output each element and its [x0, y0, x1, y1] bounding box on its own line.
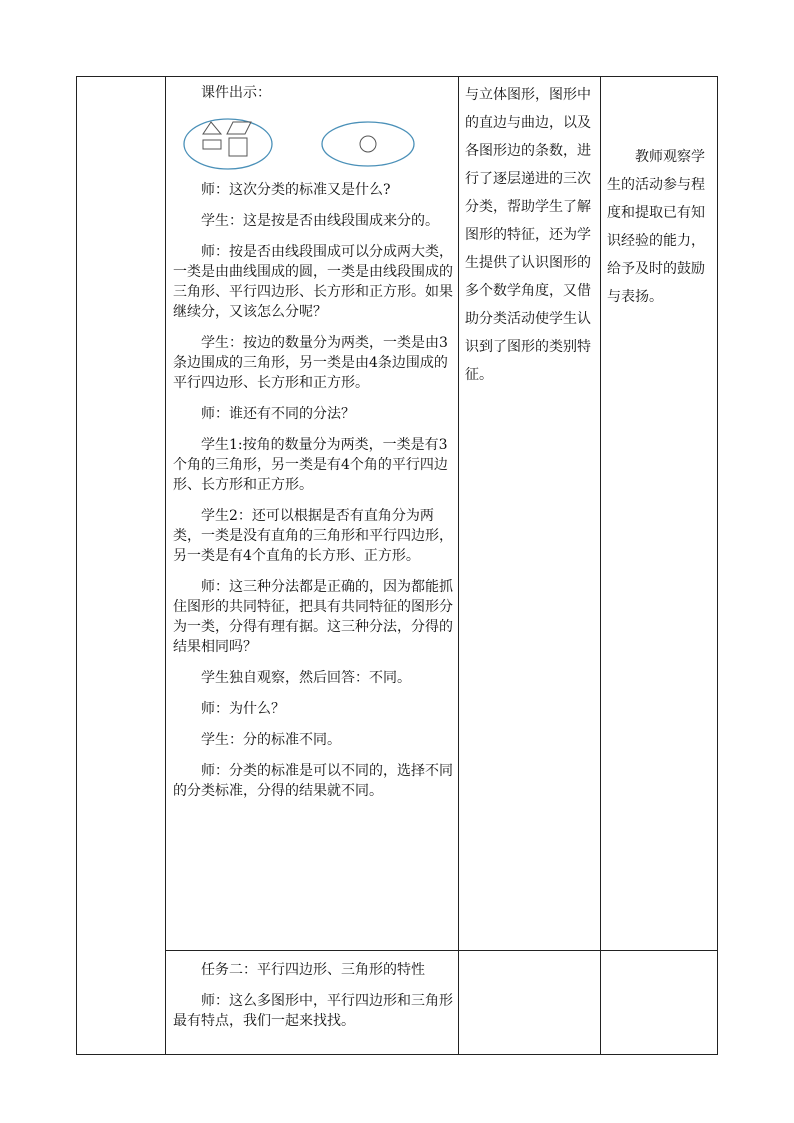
dialogue-line: 师：为什么？	[201, 701, 285, 717]
dialogue-line: 师：分类的标准是可以不同的，选择不同的分类标准，分得的结果就不同。	[173, 763, 453, 799]
column-divider-3	[600, 77, 601, 1054]
dialogue-line: 学生独自观察，然后回答：不同。	[201, 670, 411, 686]
curved-shapes-ellipse	[322, 122, 414, 166]
dialogue-line: 学生：这是按是否由线段围成来分的。	[201, 213, 439, 229]
circle-shape	[360, 136, 376, 152]
dialogue-line: 师：这么多图形中，平行四边形和三角形最有特点，我们一起来找找。	[173, 993, 453, 1029]
parallelogram-shape	[227, 122, 251, 134]
dialogue-line: 学生2：还可以根据是否有直角分为两类，一类是没有直角的三角形和平行四边形，另一类是有4个直角的长方形、正方形。	[173, 508, 453, 564]
lesson-table	[76, 76, 718, 1055]
dialogue-line: 师：这三种分法都是正确的，因为都能抓住图形的共同特征，把具有共同特征的图形分为一类，分得有理有据。这三种分法，分得的结果相同吗？	[173, 579, 453, 655]
rectangle-shape	[203, 140, 221, 149]
dialogue-line: 学生：分的标准不同。	[201, 732, 341, 748]
column-divider-1	[165, 77, 166, 1054]
square-shape	[229, 138, 247, 156]
dialogue-line: 师：这次分类的标准又是什么?	[201, 182, 391, 198]
design-intent-cell	[465, 81, 597, 389]
column-divider-2	[458, 77, 459, 1054]
straight-shapes-ellipse	[184, 119, 272, 169]
teaching-process-cell	[173, 83, 453, 812]
dialogue-line: 师：按是否由线段围成可以分成两大类，一类是由曲线围成的圆，一类是由线段围成的三角形、平行四边形、长方形和正方形。如果继续分，又该怎么分呢？	[173, 244, 453, 320]
task-two-cell	[173, 960, 453, 1042]
design-intent-text: 与立体图形，图形中的直边与曲边，以及各图形边的条数，进行了逐层递进的三次分类，帮助学生了解图形的特征，还为学生提供了认识图形的多个数学角度，又借助分类活动使学生认识到了图形的类别特征。	[465, 87, 591, 383]
shapes-illustration	[173, 114, 453, 174]
dialogue-line: 学生：按边的数量分为两类，一类是由3条边围成的三角形，另一类是由4条边围成的平行四边形、长方形和正方形。	[173, 335, 448, 391]
evaluation-cell	[607, 143, 710, 311]
triangle-shape	[203, 122, 221, 134]
row-divider	[165, 950, 717, 951]
task-two-title: 任务二：平行四边形、三角形的特性	[201, 962, 425, 978]
evaluation-text: 教师观察学生的活动参与程度和提取已有知识经验的能力，给予及时的鼓励与表扬。	[607, 149, 705, 305]
courseware-label: 课件出示：	[201, 85, 271, 101]
dialogue-line: 师：谁还有不同的分法？	[201, 406, 355, 422]
shapes-figure	[173, 114, 453, 174]
dialogue-line: 学生1:按角的数量分为两类，一类是有3个角的三角形，另一类是有4个角的平行四边形、长方形和正方形。	[173, 437, 448, 493]
